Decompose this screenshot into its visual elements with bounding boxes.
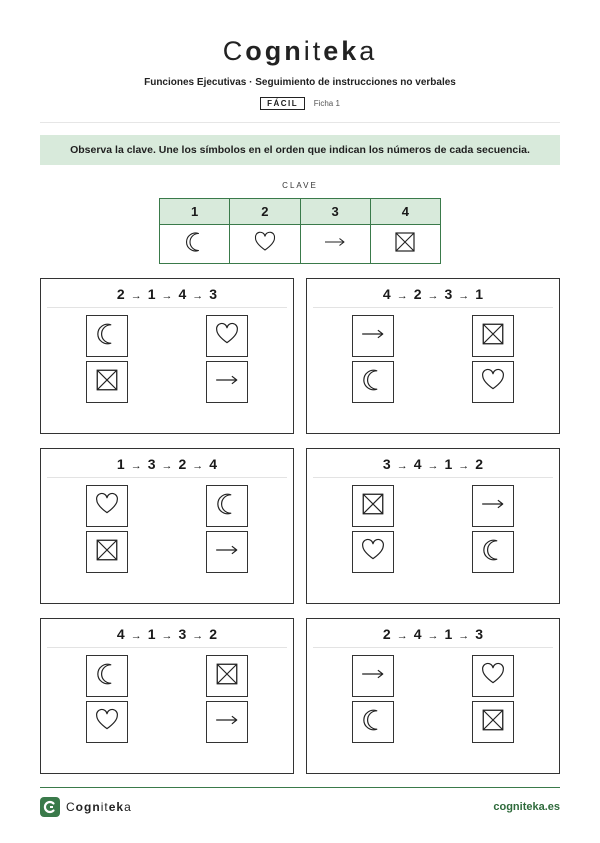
sheet-number: Ficha 1 xyxy=(313,99,340,108)
sequence-card xyxy=(40,278,294,434)
brand-title: Cogniteka xyxy=(222,36,378,66)
instructions-text: Observa la clave. Une los símbolos en el orden que indican los números de cada secuencia. xyxy=(70,144,530,156)
symbol-box[interactable] xyxy=(472,655,514,697)
arrow-icon xyxy=(480,491,506,521)
level-badge: FÁCIL xyxy=(260,97,305,110)
moon-icon xyxy=(480,537,506,567)
sequence-number: 1 xyxy=(147,286,156,302)
symbol-box[interactable] xyxy=(86,361,128,403)
heart-icon xyxy=(214,321,240,351)
sequence-number: 1 xyxy=(444,626,453,642)
key-title: CLAVE xyxy=(282,181,318,190)
arrow-icon xyxy=(323,230,347,258)
symbol-box[interactable] xyxy=(472,485,514,527)
sequence-order xyxy=(307,619,559,647)
key-symbol-cell xyxy=(160,225,230,263)
instructions-banner xyxy=(40,135,560,165)
sequence-arrow: → xyxy=(192,460,204,472)
crossed-box-icon xyxy=(480,707,506,737)
arrow-icon xyxy=(214,537,240,567)
symbol-box[interactable] xyxy=(352,701,394,743)
sequence-arrow: → xyxy=(458,290,470,302)
arrow-icon xyxy=(360,661,386,691)
sequence-card xyxy=(306,618,560,774)
sequence-number: 4 xyxy=(116,626,125,642)
symbol-box[interactable] xyxy=(206,361,248,403)
sequence-number: 1 xyxy=(116,456,125,472)
sequence-arrow: → xyxy=(427,460,439,472)
sequence-arrow: → xyxy=(192,630,204,642)
key-symbol-cell xyxy=(371,225,440,263)
card-divider xyxy=(313,307,553,308)
moon-icon xyxy=(94,661,120,691)
symbol-box[interactable] xyxy=(352,361,394,403)
heart-icon xyxy=(480,367,506,397)
symbol-box[interactable] xyxy=(86,315,128,357)
card-divider xyxy=(47,477,287,478)
crossed-box-icon xyxy=(94,367,120,397)
sequence-number: 3 xyxy=(209,286,218,302)
key-number: 2 xyxy=(230,199,300,224)
moon-icon xyxy=(360,707,386,737)
level-row xyxy=(0,97,600,110)
moon-icon xyxy=(183,230,207,258)
crossed-box-icon xyxy=(94,537,120,567)
sequence-card xyxy=(306,278,560,434)
symbol-box[interactable] xyxy=(352,531,394,573)
sequence-number: 3 xyxy=(475,626,484,642)
header-divider xyxy=(40,122,560,123)
symbol-box[interactable] xyxy=(472,315,514,357)
sequence-number: 2 xyxy=(209,626,218,642)
sequence-card xyxy=(306,448,560,604)
heart-icon xyxy=(253,230,277,258)
sequence-order xyxy=(307,449,559,477)
symbol-box[interactable] xyxy=(352,315,394,357)
card-divider xyxy=(313,647,553,648)
symbol-box[interactable] xyxy=(352,485,394,527)
sequence-arrow: → xyxy=(396,290,408,302)
arrow-icon xyxy=(360,321,386,351)
sequence-number: 1 xyxy=(147,626,156,642)
symbol-box[interactable] xyxy=(86,531,128,573)
symbol-box[interactable] xyxy=(472,361,514,403)
crossed-box-icon xyxy=(480,321,506,351)
sequence-number: 2 xyxy=(475,456,484,472)
sequence-arrow: → xyxy=(396,630,408,642)
sequence-order xyxy=(41,449,293,477)
footer-website[interactable]: cogniteka.es xyxy=(493,801,560,813)
sequence-number: 3 xyxy=(147,456,156,472)
sequence-card xyxy=(40,448,294,604)
heart-icon xyxy=(480,661,506,691)
sequence-arrow: → xyxy=(161,630,173,642)
symbol-box[interactable] xyxy=(206,701,248,743)
sequence-arrow: → xyxy=(427,630,439,642)
sequence-arrow: → xyxy=(130,460,142,472)
heart-icon xyxy=(94,491,120,521)
crossed-box-icon xyxy=(214,661,240,691)
sequence-arrow: → xyxy=(161,460,173,472)
sequence-number: 4 xyxy=(382,286,391,302)
sequence-order xyxy=(41,279,293,307)
sequence-number: 1 xyxy=(475,286,484,302)
cogniteka-logo-icon xyxy=(40,797,60,817)
card-divider xyxy=(47,307,287,308)
sequence-number: 2 xyxy=(116,286,125,302)
worksheet-subtitle: Funciones Ejecutivas · Seguimiento de instrucciones no verbales xyxy=(144,77,456,88)
sequence-number: 4 xyxy=(178,286,187,302)
heart-icon xyxy=(360,537,386,567)
moon-icon xyxy=(360,367,386,397)
sequence-number: 2 xyxy=(413,286,422,302)
symbol-box[interactable] xyxy=(206,485,248,527)
key-symbol-cell xyxy=(230,225,300,263)
sequence-order xyxy=(41,619,293,647)
sequence-arrow: → xyxy=(458,460,470,472)
sequence-number: 4 xyxy=(413,626,422,642)
sequence-arrow: → xyxy=(161,290,173,302)
sequence-order xyxy=(307,279,559,307)
symbol-box[interactable] xyxy=(472,701,514,743)
key-table xyxy=(159,198,441,264)
sequence-number: 2 xyxy=(178,456,187,472)
sequence-number: 3 xyxy=(178,626,187,642)
symbol-box[interactable] xyxy=(472,531,514,573)
symbol-box[interactable] xyxy=(86,485,128,527)
symbol-box[interactable] xyxy=(206,655,248,697)
key-number: 3 xyxy=(301,199,371,224)
crossed-box-icon xyxy=(360,491,386,521)
sequence-arrow: → xyxy=(427,290,439,302)
sequence-number: 4 xyxy=(209,456,218,472)
arrow-icon xyxy=(214,367,240,397)
sequence-arrow: → xyxy=(396,460,408,472)
sequence-arrow: → xyxy=(192,290,204,302)
symbol-box[interactable] xyxy=(86,701,128,743)
key-number-row xyxy=(160,199,440,225)
sequence-number: 4 xyxy=(413,456,422,472)
heart-icon xyxy=(94,707,120,737)
footer-divider xyxy=(40,787,560,788)
moon-icon xyxy=(214,491,240,521)
moon-icon xyxy=(94,321,120,351)
sequence-number: 2 xyxy=(382,626,391,642)
sequence-arrow: → xyxy=(130,630,142,642)
key-number: 4 xyxy=(371,199,440,224)
symbol-box[interactable] xyxy=(352,655,394,697)
arrow-icon xyxy=(214,707,240,737)
sequence-card xyxy=(40,618,294,774)
sequence-number: 3 xyxy=(382,456,391,472)
key-symbol-cell xyxy=(301,225,371,263)
sequence-arrow: → xyxy=(130,290,142,302)
footer-brand: Cogniteka xyxy=(66,800,132,814)
symbol-box[interactable] xyxy=(86,655,128,697)
key-symbol-row xyxy=(160,225,440,263)
symbol-box[interactable] xyxy=(206,315,248,357)
key-number: 1 xyxy=(160,199,230,224)
symbol-box[interactable] xyxy=(206,531,248,573)
crossed-box-icon xyxy=(393,230,417,258)
sequence-number: 3 xyxy=(444,286,453,302)
sequence-number: 1 xyxy=(444,456,453,472)
card-divider xyxy=(313,477,553,478)
card-divider xyxy=(47,647,287,648)
sequence-arrow: → xyxy=(458,630,470,642)
